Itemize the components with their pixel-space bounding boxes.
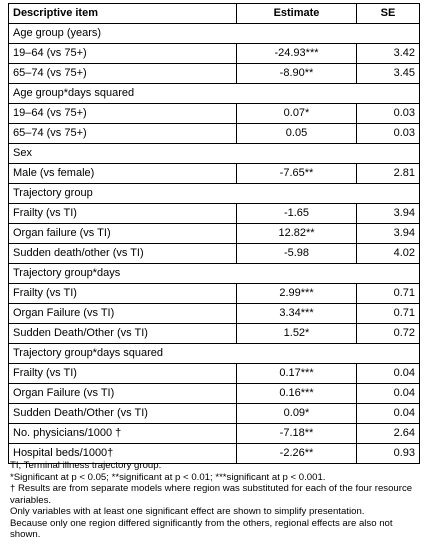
table-row [9,244,420,264]
section-label: Age group (years) [9,24,420,44]
header-estimate: Estimate [237,4,357,24]
header-se: SE [357,4,420,24]
table-row [9,44,420,64]
table-row [9,204,420,224]
footnote-line: Because only one region differed significantly from the others, regional effects are also not shown. [10,517,393,540]
row-label: Frailty (vs TI) [9,204,237,224]
row-label: Organ failure (vs TI) [9,224,237,244]
table-row [9,104,420,124]
section-header-row [9,184,420,204]
header-descriptive-item: Descriptive item [9,4,237,24]
table-row [9,384,420,404]
row-label: Sudden Death/Other (vs TI) [9,324,237,344]
table-row [9,124,420,144]
row-label: Sudden Death/Other (vs TI) [9,404,237,424]
row-estimate: 0.16*** [237,384,357,404]
section-header-row [9,84,420,104]
table-footnotes [10,460,420,541]
row-se: 0.03 [357,104,420,124]
table-row [9,284,420,304]
row-se: 2.64 [357,424,420,444]
table-row [9,64,420,84]
row-se: 3.94 [357,224,420,244]
row-estimate: -8.90** [237,64,357,84]
table-row [9,324,420,344]
row-label: 19–64 (vs 75+) [9,104,237,124]
row-label: Frailty (vs TI) [9,364,237,384]
table-header-row [9,4,420,24]
footnote-line: *Significant at p < 0.05; **significant at p < 0.01; ***significant at p < 0.001. [10,471,326,483]
footnote-line: † Results are from separate models where region was substituted for each of the four resource variables. [10,483,413,506]
row-estimate: 0.07* [237,104,357,124]
row-se: 0.72 [357,324,420,344]
row-se: 0.71 [357,284,420,304]
table-row [9,164,420,184]
row-estimate: 12.82** [237,224,357,244]
row-se: 0.04 [357,404,420,424]
row-label: Frailty (vs TI) [9,284,237,304]
row-estimate: 0.17*** [237,364,357,384]
row-label: No. physicians/1000 † [9,424,237,444]
row-se: 0.03 [357,124,420,144]
section-header-row [9,344,420,364]
row-label: Hospital beds/1000† [9,444,237,464]
row-se: 4.02 [357,244,420,264]
table-row [9,404,420,424]
row-se: 0.04 [357,364,420,384]
row-se: 0.71 [357,304,420,324]
results-table [8,3,420,464]
row-se: 0.04 [357,384,420,404]
table-row [9,224,420,244]
row-label: Organ Failure (vs TI) [9,304,237,324]
row-estimate: -7.18** [237,424,357,444]
row-label: Organ Failure (vs TI) [9,384,237,404]
row-se: 2.81 [357,164,420,184]
section-header-row [9,24,420,44]
table-row [9,424,420,444]
section-label: Age group*days squared [9,84,420,104]
row-se: 3.42 [357,44,420,64]
row-estimate: 0.05 [237,124,357,144]
row-label: 19–64 (vs 75+) [9,44,237,64]
section-header-row [9,144,420,164]
row-label: Sudden death/other (vs TI) [9,244,237,264]
row-se: 0.93 [357,444,420,464]
row-estimate: 0.09* [237,404,357,424]
section-label: Trajectory group [9,184,420,204]
section-header-row [9,264,420,284]
section-label: Trajectory group*days [9,264,420,284]
row-estimate: 3.34*** [237,304,357,324]
row-label: Male (vs female) [9,164,237,184]
row-estimate: -7.65** [237,164,357,184]
section-label: Trajectory group*days squared [9,344,420,364]
row-estimate: -24.93*** [237,44,357,64]
table-body [9,24,420,464]
footnote-line: TI, Terminal illness trajectory group. [10,460,162,471]
row-estimate: -5.98 [237,244,357,264]
row-estimate: 1.52* [237,324,357,344]
row-label: 65–74 (vs 75+) [9,64,237,84]
row-se: 3.94 [357,204,420,224]
row-se: 3.45 [357,64,420,84]
table-row [9,364,420,384]
row-estimate: -2.26** [237,444,357,464]
row-estimate: 2.99*** [237,284,357,304]
section-label: Sex [9,144,420,164]
footnote-line: Only variables with at least one significant effect are shown to simplify presentation. [10,506,365,517]
table-row [9,304,420,324]
row-estimate: -1.65 [237,204,357,224]
row-label: 65–74 (vs 75+) [9,124,237,144]
